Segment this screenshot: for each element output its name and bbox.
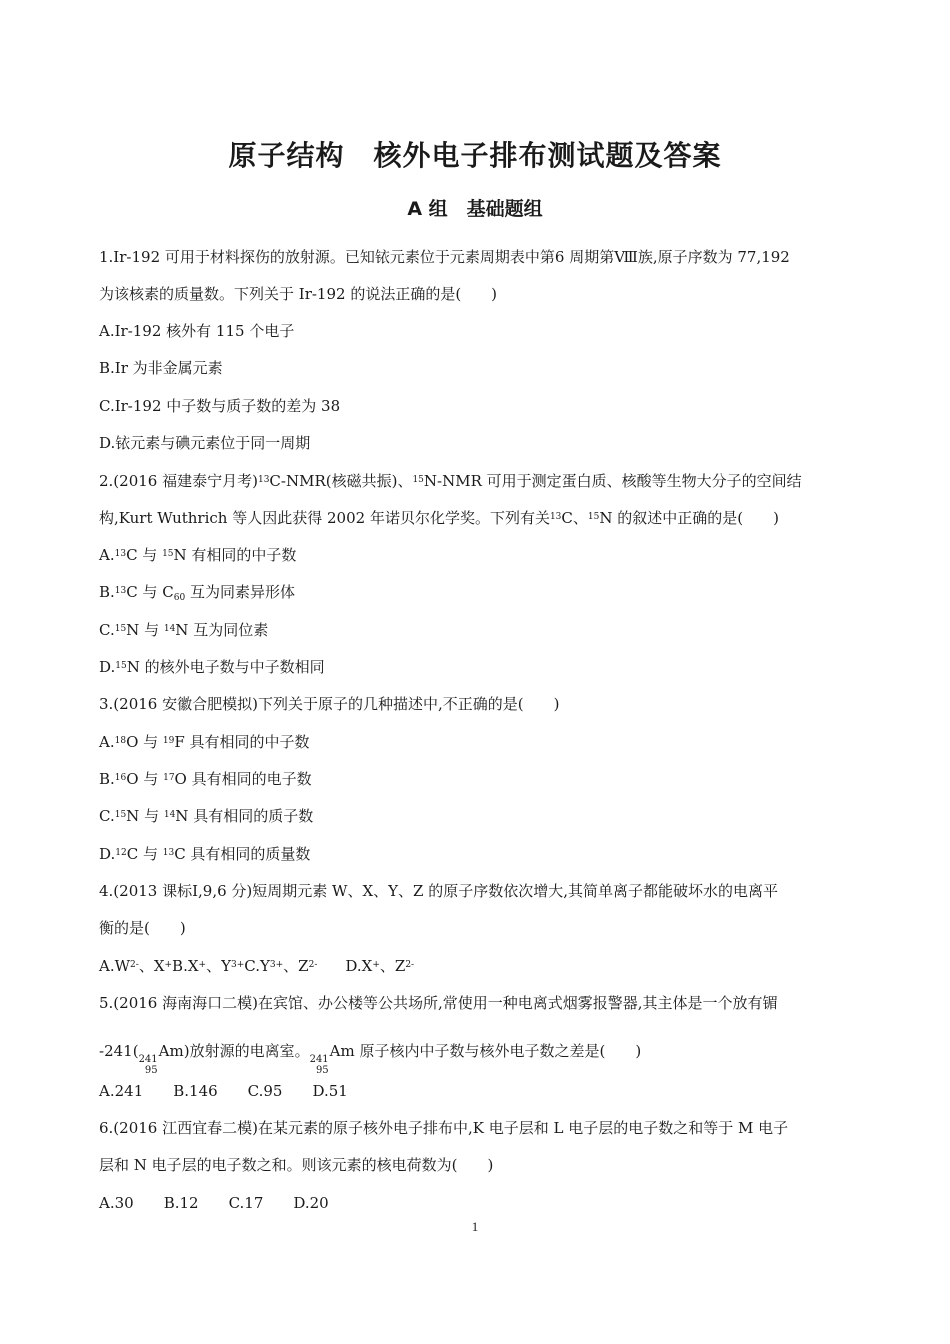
mass-number: 15 bbox=[114, 810, 127, 820]
q4-stem-line1: 4.(2013 课标Ⅰ,9,6 分)短周期元素 W、X、Y、Z 的原子序数依次增大,其简单离子都能破坏水的电离平 bbox=[99, 882, 779, 900]
mass-number: 13 bbox=[257, 475, 270, 485]
ion-charge: 2- bbox=[405, 960, 415, 970]
mass-number: 13 bbox=[549, 512, 562, 522]
mass-number: 15 bbox=[587, 512, 600, 522]
mass-number: 15 bbox=[115, 661, 127, 671]
mass-number: 14 bbox=[163, 810, 176, 820]
q1-stem-line2: 为该核素的质量数。下列关于 Ir-192 的说法正确的是( ) bbox=[99, 285, 498, 303]
q2-stem-line2: 构,Kurt Wuthrich 等人因此获得 2002 年诺贝尔化学奖。下列有关$^{13}$C、$^{15}$N 的叙述中正确的是( ) bbox=[99, 509, 779, 527]
q2-option-d: D.$^{15}$N 的核外电子数与中子数相同 bbox=[99, 658, 325, 676]
q5-stem-line2: -241( 241 95 Am)放射源的电离室。 241 95 Am 原子核内中子数与核外电子数之差是( ) bbox=[99, 1042, 642, 1076]
q1-stem-line1: 1.Ir-192 可用于材料探伤的放射源。已知铱元素位于元素周期表中第6 周期第Ⅷ族,原子序数为 77,192 bbox=[99, 248, 790, 266]
q6-stem-line1: 6.(2016 江西宜春二模)在某元素的原子核外电子排布中,K 电子层和 L 电子层的电子数之和等于 M 电子 bbox=[99, 1119, 789, 1137]
q2-option-a: A.$^{13}$C 与 $^{15}$N 有相同的中子数 bbox=[99, 546, 297, 564]
mass-number: 13 bbox=[162, 848, 175, 858]
q1-option-c: C.Ir-192 中子数与质子数的差为 38 bbox=[99, 397, 341, 415]
mass-number: 15 bbox=[412, 475, 424, 485]
q1-option-d: D.铱元素与碘元素位于同一周期 bbox=[99, 434, 311, 452]
q2-option-c: C.$^{15}$N 与 $^{14}$N 互为同位素 bbox=[99, 621, 269, 639]
mass-number: 16 bbox=[114, 773, 127, 783]
mass-number: 13 bbox=[114, 586, 127, 596]
q1-option-a: A.Ir-192 核外有 115 个电子 bbox=[99, 322, 295, 340]
ion-charge: 3+ bbox=[230, 960, 245, 970]
page-title: 原子结构 核外电子排布测试题及答案 bbox=[228, 139, 722, 172]
q2-option-b: B.$^{13}$C 与 $C_{60}$ 互为同素异形体 bbox=[99, 583, 295, 603]
q4-stem-line2: 衡的是( ) bbox=[99, 919, 186, 937]
mass-number: 15 bbox=[162, 549, 174, 559]
q5-stem-line1: 5.(2016 海南海口二模)在宾馆、办公楼等公共场所,常使用一种电离式烟雾报警器,其主体是一个放有镅 bbox=[99, 994, 778, 1012]
ion-charge: 2- bbox=[308, 960, 318, 970]
q3-option-c: C.$^{15}$N 与 $^{14}$N 具有相同的质子数 bbox=[99, 807, 314, 825]
q5-options: A.241 B.146 C.95 D.51 bbox=[99, 1082, 348, 1100]
q1-option-b: B.Ir 为非金属元素 bbox=[99, 359, 223, 377]
mass-number: 13 bbox=[114, 549, 127, 559]
nuclide-notation: 241 95 bbox=[138, 1054, 158, 1076]
ion-charge: 2- bbox=[130, 960, 139, 970]
ion-charge: + bbox=[164, 960, 173, 970]
page-number: 1 bbox=[471, 1219, 479, 1234]
q3-stem: 3.(2016 安徽合肥模拟)下列关于原子的几种描述中,不正确的是( ) bbox=[99, 695, 560, 713]
mass-number: 19 bbox=[162, 736, 175, 746]
mass-number: 15 bbox=[114, 624, 127, 634]
subscript: 60 bbox=[173, 593, 186, 603]
mass-number: 18 bbox=[114, 736, 127, 746]
mass-number: 17 bbox=[163, 773, 175, 783]
q3-option-d: D.$^{12}$C 与 $^{13}$C 具有相同的质量数 bbox=[99, 845, 311, 863]
ion-charge: 3+ bbox=[269, 960, 284, 970]
q2-stem-line1: 2.(2016 福建泰宁月考)$^{13}$C-NMR(核磁共振)、$^{15}$N-NMR 可用于测定蛋白质、核酸等生物大分子的空间结 bbox=[99, 472, 802, 490]
nuclide-notation: 241 95 bbox=[309, 1054, 329, 1076]
q6-stem-line2: 层和 N 电子层的电子数之和。则该元素的核电荷数为( ) bbox=[99, 1156, 494, 1174]
ion-charge: + bbox=[372, 960, 380, 970]
ion-charge: + bbox=[198, 960, 207, 970]
mass-number: 14 bbox=[163, 624, 176, 634]
q3-option-b: B.$^{16}$O 与 $^{17}$O 具有相同的电子数 bbox=[99, 770, 312, 788]
q3-option-a: A.$^{18}$O 与 $^{19}$F 具有相同的中子数 bbox=[99, 733, 310, 751]
q4-options: $A.W^{2-}$、X+B.X+、$Y^{3+}C.Y^{3+}$、$Z^{2-}$ D.X+、$Z^{2-}$ bbox=[99, 957, 415, 975]
section-title: A 组 基础题组 bbox=[407, 198, 543, 220]
q6-options: A.30 B.12 C.17 D.20 bbox=[99, 1194, 329, 1212]
mass-number: 12 bbox=[115, 848, 127, 858]
